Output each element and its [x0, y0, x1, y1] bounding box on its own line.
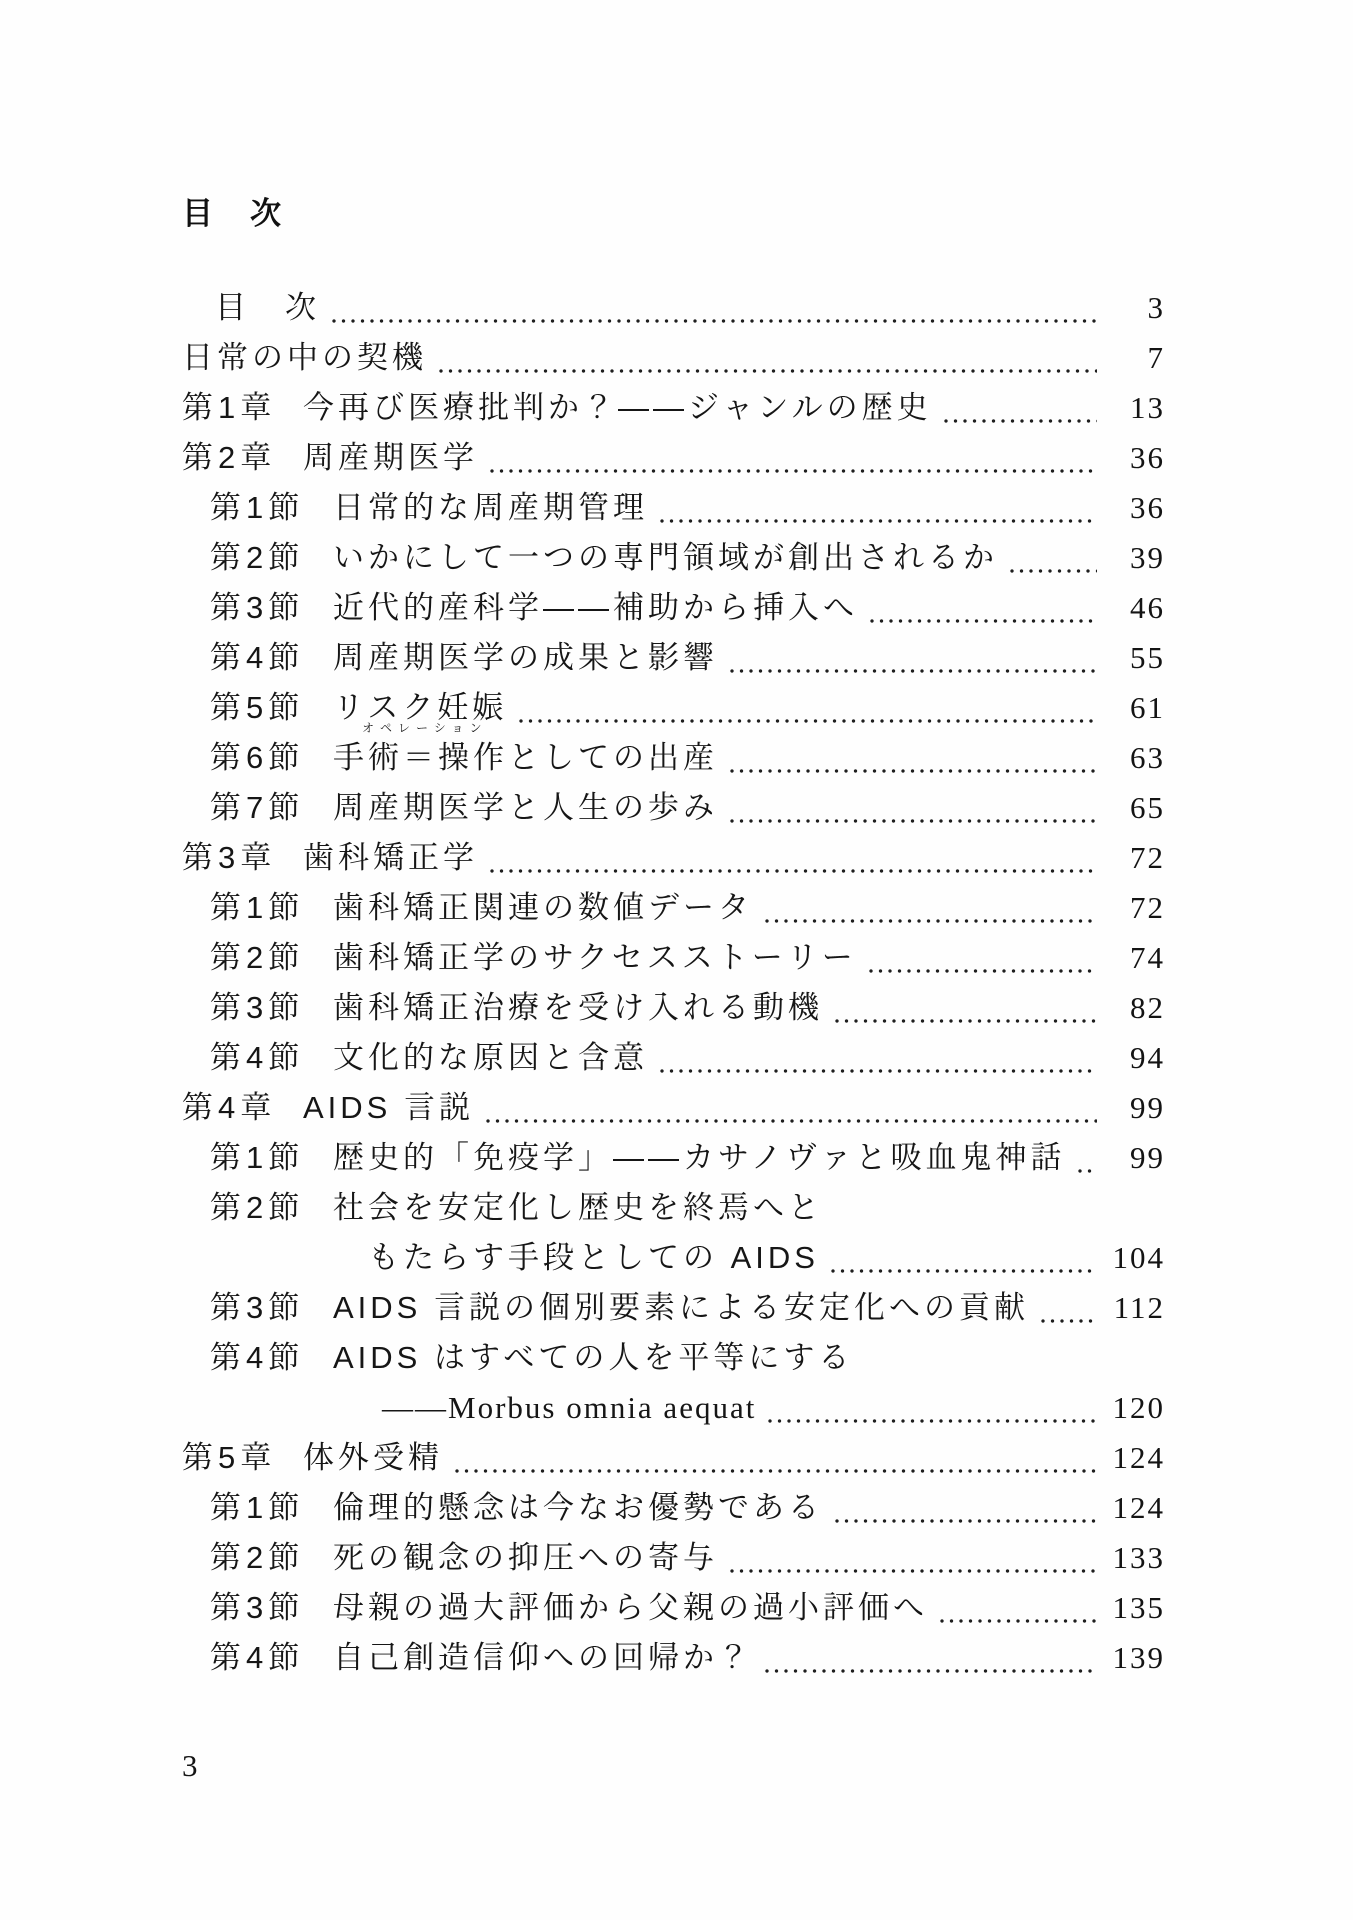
- dot-leader: [765, 1669, 1097, 1673]
- toc-row: [182, 383, 1165, 433]
- toc-entry-label: 第2章: [182, 440, 277, 475]
- toc-row: [182, 783, 1165, 833]
- toc-entry-title: 歯科矯正治療を受け入れる動機: [333, 990, 823, 1025]
- toc-entry-title: 社会を安定化し歴史を終焉へと: [333, 1190, 823, 1225]
- toc-entry-title: 日常の中の契機: [182, 340, 427, 375]
- toc-row: [182, 721, 1165, 783]
- toc-entry-title: 歯科矯正関連の数値データ: [333, 890, 753, 925]
- footer-page-number: 3: [182, 1748, 198, 1783]
- toc-row: [182, 833, 1165, 883]
- toc-row: [182, 633, 1165, 683]
- toc-entry-title: 倫理的懸念は今なお優勢である: [333, 1490, 823, 1525]
- toc-entry-label: 第6節: [210, 740, 305, 775]
- toc-entry-label: 第2節: [210, 540, 305, 575]
- toc-entry-title: 歴史的「免疫学」——カサノヴァと吸血鬼神話: [333, 1140, 1066, 1175]
- toc-entry-title: 周産期医学: [303, 440, 478, 475]
- toc-row: [182, 983, 1165, 1033]
- toc-entry-label: 第2節: [210, 940, 305, 975]
- dot-leader: [869, 969, 1097, 973]
- toc-entry-title: いかにして一つの専門領域が創出されるか: [333, 540, 998, 575]
- furigana-annotation: オペレーション: [362, 721, 488, 735]
- toc-entry-label: 第2節: [210, 1540, 305, 1575]
- toc-row: [182, 433, 1165, 483]
- dot-leader: [439, 369, 1097, 373]
- toc-row: [182, 1183, 1165, 1233]
- toc-page-number: 135: [1112, 1590, 1165, 1625]
- toc-page-number: 120: [1112, 1390, 1165, 1425]
- dot-leader: [765, 919, 1097, 923]
- toc-entry-label: 第3節: [210, 1590, 305, 1625]
- toc-entry-label: 第3節: [210, 1290, 305, 1325]
- toc-page-number: 36: [1130, 440, 1165, 475]
- toc-page-number: 104: [1112, 1240, 1165, 1275]
- toc-row: [182, 483, 1165, 533]
- toc-row: [182, 1333, 1165, 1383]
- dot-leader: [835, 1519, 1097, 1523]
- toc-page-number: 94: [1130, 1040, 1165, 1075]
- toc-page-number: 139: [1112, 1640, 1165, 1675]
- dot-leader: [940, 1619, 1097, 1623]
- toc-row: [182, 933, 1165, 983]
- toc-page-number: 63: [1130, 740, 1165, 775]
- toc-entry-label: 第3節: [210, 590, 305, 625]
- dot-leader: [519, 719, 1097, 723]
- toc-row: [182, 1433, 1165, 1483]
- dot-leader: [490, 469, 1097, 473]
- dot-leader: [831, 1269, 1097, 1273]
- dot-leader: [768, 1419, 1097, 1423]
- toc-page-number: 39: [1130, 540, 1165, 575]
- ruby-base-text: [362, 721, 508, 783]
- toc-entry-label: 第3節: [210, 990, 305, 1025]
- toc-page-number: 55: [1130, 640, 1165, 675]
- dot-leader: [660, 519, 1097, 523]
- ruby-base-label: 術＝操作: [368, 740, 508, 775]
- toc-page-number: 7: [1147, 340, 1165, 375]
- toc-entry-title: AIDS 言説の個別要素による安定化への貢献: [333, 1290, 1029, 1325]
- toc-entry-title: 歯科矯正学のサクセスストーリー: [333, 940, 857, 975]
- page-title: 目 次: [182, 196, 284, 231]
- toc-entry-title: 周産期医学の成果と影響: [333, 640, 718, 675]
- toc-entry-title: 歯科矯正学: [303, 840, 478, 875]
- toc-entry-label: 第2節: [210, 1190, 305, 1225]
- toc-row: [182, 1383, 1165, 1433]
- toc-entry-label: 第7節: [210, 790, 305, 825]
- toc-entry-title: もたらす手段としての AIDS: [368, 1240, 819, 1275]
- toc-entry-title: 死の観念の抑圧への寄与: [333, 1540, 718, 1575]
- toc-entry-title: 目 次: [215, 290, 320, 325]
- toc-page-number: 46: [1130, 590, 1165, 625]
- ruby-pre-text: 手: [333, 740, 368, 775]
- toc-page-number: 72: [1130, 840, 1165, 875]
- toc-entry-label: 第4章: [182, 1090, 277, 1125]
- toc-page-number: 36: [1130, 490, 1165, 525]
- toc-row: [182, 1283, 1165, 1333]
- dot-leader: [944, 419, 1097, 423]
- toc-page-number: 13: [1130, 390, 1165, 425]
- dot-leader: [332, 319, 1097, 323]
- toc-entry-title: 母親の過大評価から父親の過小評価へ: [333, 1590, 928, 1625]
- toc-page-number: 74: [1130, 940, 1165, 975]
- toc-row: [182, 1083, 1165, 1133]
- toc-page-number: 61: [1130, 690, 1165, 725]
- toc-entry-label: 第1章: [182, 390, 277, 425]
- toc-entry-label: 第1節: [210, 890, 305, 925]
- toc-page-number: 82: [1130, 990, 1165, 1025]
- dot-leader: [835, 1019, 1097, 1023]
- toc-entry-title: 自己創造信仰への回帰か？: [333, 1640, 753, 1675]
- toc-row: [182, 333, 1165, 383]
- dot-leader: [730, 1569, 1097, 1573]
- toc-page-number: 99: [1130, 1140, 1165, 1175]
- toc-entry-title: 体外受精: [303, 1440, 443, 1475]
- toc-entry-title: 近代的産科学——補助から挿入へ: [333, 590, 858, 625]
- toc-row: [182, 1233, 1165, 1283]
- toc-entry-label: 第1節: [210, 1490, 305, 1525]
- toc-page-number: 124: [1112, 1490, 1165, 1525]
- toc-entry-title: 周産期医学と人生の歩み: [333, 790, 718, 825]
- toc-entry-title: 今再び医療批判か？——ジャンルの歴史: [303, 390, 932, 425]
- dot-leader: [455, 1469, 1097, 1473]
- dot-leader: [660, 1069, 1097, 1073]
- toc-row: [182, 883, 1165, 933]
- dot-leader: [1041, 1319, 1097, 1323]
- toc-entry-label: 第5章: [182, 1440, 277, 1475]
- toc-entry-title: リスク妊娠: [333, 690, 508, 725]
- toc-entry-title: AIDS はすべての人を平等にする: [333, 1340, 854, 1375]
- toc-page-number: 72: [1130, 890, 1165, 925]
- dot-leader: [730, 819, 1097, 823]
- toc-row: [182, 1583, 1165, 1633]
- toc-page-number: 133: [1112, 1540, 1165, 1575]
- toc-row: [182, 283, 1165, 333]
- dot-leader: [870, 619, 1097, 623]
- toc-entry-label: 第4節: [210, 1340, 305, 1375]
- table-of-contents: [182, 283, 1165, 1683]
- toc-entry-label: 第4節: [210, 1640, 305, 1675]
- toc-page-number: 3: [1147, 290, 1165, 325]
- toc-row: [182, 1633, 1165, 1683]
- toc-row: [182, 1133, 1165, 1183]
- toc-row: [182, 533, 1165, 583]
- toc-entry-title: AIDS 言説: [303, 1090, 474, 1125]
- toc-entry-title: [333, 721, 718, 783]
- toc-entry-label: 第1節: [210, 490, 305, 525]
- toc-row: [182, 683, 1165, 733]
- toc-entry-label: 第4節: [210, 640, 305, 675]
- dot-leader: [486, 1119, 1097, 1123]
- toc-entry-label: 第3章: [182, 840, 277, 875]
- ruby-post-text: としての出産: [508, 740, 718, 775]
- toc-page-number: 124: [1112, 1440, 1165, 1475]
- toc-page-number: 99: [1130, 1090, 1165, 1125]
- toc-entry-label: 第4節: [210, 1040, 305, 1075]
- toc-entry-label: 第5節: [210, 690, 305, 725]
- toc-row: [182, 1533, 1165, 1583]
- toc-page-number: 65: [1130, 790, 1165, 825]
- toc-page-number: 112: [1113, 1290, 1165, 1325]
- toc-entry-title: 文化的な原因と含意: [333, 1040, 648, 1075]
- toc-entry-label: 第1節: [210, 1140, 305, 1175]
- toc-row: [182, 1483, 1165, 1533]
- dot-leader: [1078, 1169, 1097, 1173]
- toc-entry-title: ——Morbus omnia aequat: [382, 1390, 757, 1425]
- dot-leader: [730, 769, 1097, 773]
- dot-leader: [1010, 569, 1097, 573]
- toc-entry-title: 日常的な周産期管理: [333, 490, 648, 525]
- dot-leader: [490, 869, 1097, 873]
- dot-leader: [730, 669, 1097, 673]
- toc-row: [182, 583, 1165, 633]
- toc-row: [182, 1033, 1165, 1083]
